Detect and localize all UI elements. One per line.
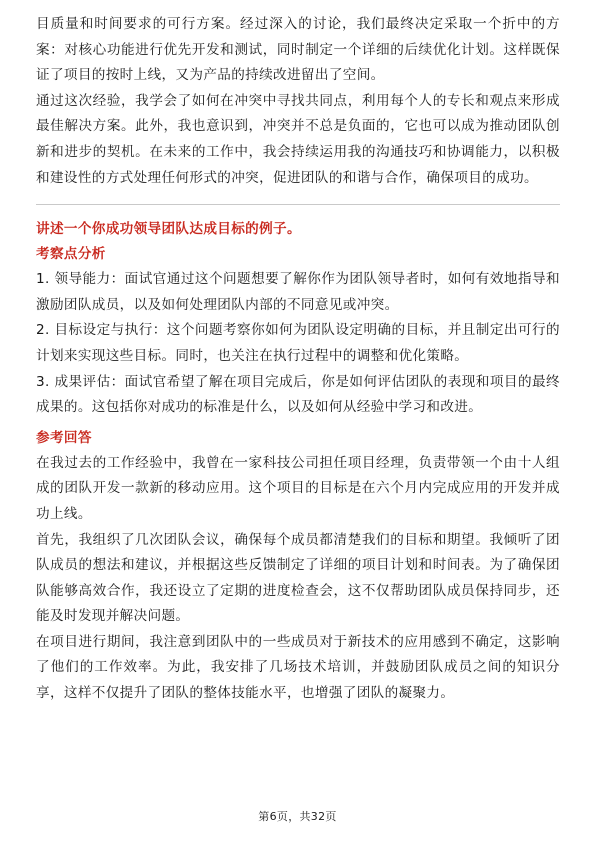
answer-title: 参考回答 — [36, 429, 92, 446]
intro-section — [36, 12, 560, 191]
analysis-section — [36, 242, 560, 421]
analysis-item: 3. 成果评估：面试官希望了解在项目完成后，你是如何评估团队的表现和项目的最终成果的。这包括你对成功的标准是什么，以及如何从经验中学习和改进。 — [36, 373, 560, 416]
section-divider — [36, 204, 560, 205]
answer-paragraph: 在项目进行期间，我注意到团队中的一些成员对于新技术的应用感到不确定，这影响了他们的工作效率。为此，我安排了几场技术培训，并鼓励团队成员之间的知识分享，这样不仅提升了团队的整体技能水平，也增强了团队的凝聚力。 — [36, 633, 560, 702]
page-number: 第6页，共32页 — [258, 810, 337, 823]
analysis-item: 2. 目标设定与执行：这个问题考察你如何为团队设定明确的目标，并且制定出可行的计划来实现这些目标。同时，也关注在执行过程中的调整和优化策略。 — [36, 322, 560, 364]
analysis-title: 考察点分析 — [36, 246, 106, 263]
answer-paragraph: 首先，我组织了几次团队会议，确保每个成员都清楚我们的目标和期望。我倾听了团队成员的想法和建议，并根据这些反馈制定了详细的项目计划和时间表。为了确保团队能够高效合作，我还设立了定期的进度检查会，这不仅帮助团队成员保持同步，还能及时发现并解决问题。 — [36, 531, 560, 625]
intro-paragraph: 目质量和时间要求的可行方案。经过深入的讨论，我们最终决定采取一个折中的方案：对核心功能进行优先开发和测试，同时制定一个详细的后续优化计划。这样既保证了项目的按时上线，又为产品的持续改进留出了空间。 — [36, 16, 560, 84]
question-heading: 讲述一个你成功领导团队达成目标的例子。 — [36, 221, 301, 238]
analysis-item: 1. 领导能力：面试官通过这个问题想要了解你作为团队领导者时，如何有效地指导和激励团队成员，以及如何处理团队内部的不同意见或冲突。 — [36, 271, 560, 313]
intro-paragraph: 通过这次经验，我学会了如何在冲突中寻找共同点，利用每个人的专长和观点来形成最佳解决方案。此外，我也意识到，冲突并不总是负面的，它也可以成为推动团队创新和进步的契机。在未来的工作中，我会持续运用我的沟通技巧和协调能力，以积极和建设性的方式处理任何形式的冲突，促进团队的和谐与合作，确保项目的成功。 — [36, 92, 560, 186]
answer-paragraph: 在我过去的工作经验中，我曾在一家科技公司担任项目经理，负责带领一个由十人组成的团队开发一款新的移动应用。这个项目的目标是在六个月内完成应用的开发并成功上线。 — [36, 454, 560, 522]
answer-section — [36, 426, 560, 707]
document-page — [36, 12, 560, 707]
